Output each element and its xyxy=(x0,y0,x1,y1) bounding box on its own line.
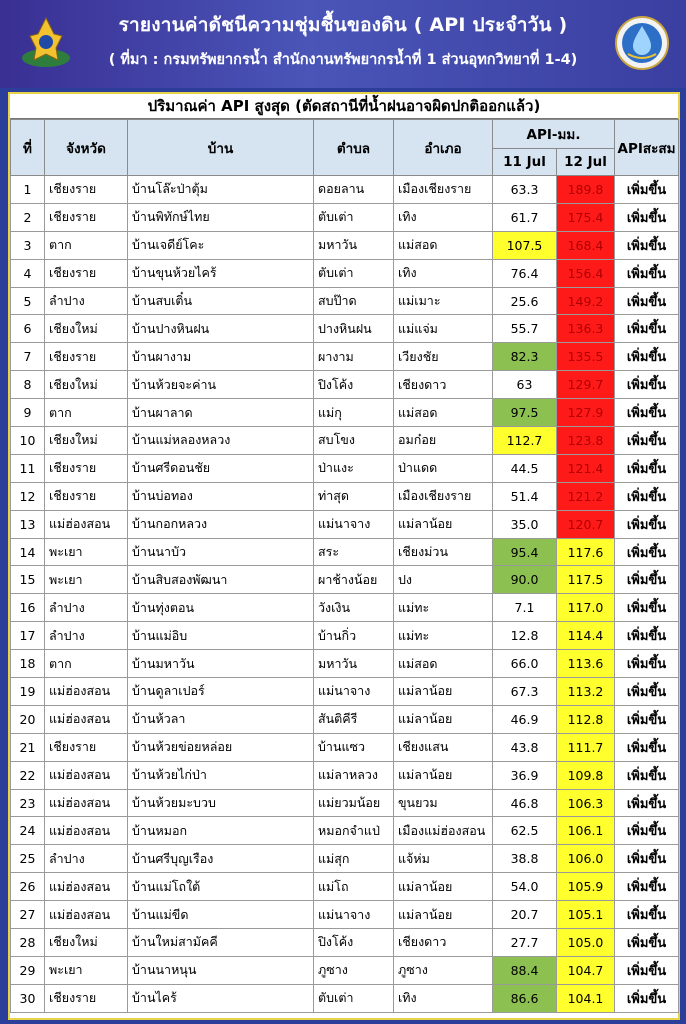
province-cell: ตาก xyxy=(45,650,128,678)
api-accumulated-cell: เพิ่มขึ้น xyxy=(615,929,679,957)
village-cell: บ้านสิบสองพัฒนา xyxy=(128,566,314,594)
province-cell: พะเยา xyxy=(45,956,128,984)
province-cell: เชียงราย xyxy=(45,203,128,231)
village-cell: บ้านขุนห้วยไคร้ xyxy=(128,259,314,287)
api-11-jul-cell: 35.0 xyxy=(493,510,557,538)
api-11-jul-cell: 62.5 xyxy=(493,817,557,845)
row-number: 30 xyxy=(11,984,45,1012)
district-cell: เทิง xyxy=(394,203,493,231)
api-11-jul-cell: 82.3 xyxy=(493,343,557,371)
api-11-jul-cell: 88.4 xyxy=(493,956,557,984)
subdistrict-cell: แม่โถ xyxy=(314,873,394,901)
api-12-jul-cell: 109.8 xyxy=(557,761,615,789)
api-11-jul-cell: 20.7 xyxy=(493,901,557,929)
subdistrict-cell: แม่นาจาง xyxy=(314,678,394,706)
subdistrict-cell: ตับเต่า xyxy=(314,259,394,287)
row-number: 10 xyxy=(11,427,45,455)
row-number: 26 xyxy=(11,873,45,901)
api-11-jul-cell: 97.5 xyxy=(493,399,557,427)
api-12-jul-cell: 111.7 xyxy=(557,733,615,761)
village-cell: บ้านห้วยจะค่าน xyxy=(128,371,314,399)
row-number: 18 xyxy=(11,650,45,678)
district-cell: แม่สอด xyxy=(394,399,493,427)
table-row xyxy=(11,399,679,427)
row-number: 23 xyxy=(11,789,45,817)
subdistrict-cell: แม่นาจาง xyxy=(314,510,394,538)
subdistrict-cell: แม่นาจาง xyxy=(314,901,394,929)
row-number: 24 xyxy=(11,817,45,845)
village-cell: บ้านแม่อิบ xyxy=(128,622,314,650)
province-cell: พะเยา xyxy=(45,566,128,594)
api-accumulated-cell: เพิ่มขึ้น xyxy=(615,454,679,482)
province-cell: เชียงราย xyxy=(45,482,128,510)
table-row xyxy=(11,315,679,343)
district-cell: อมก๋อย xyxy=(394,427,493,455)
village-cell: บ้านห้วยไก่ป่า xyxy=(128,761,314,789)
district-cell: เทิง xyxy=(394,984,493,1012)
province-cell: เชียงใหม่ xyxy=(45,371,128,399)
subdistrict-cell: บ้านกิ่ว xyxy=(314,622,394,650)
table-row xyxy=(11,929,679,957)
table-row xyxy=(11,510,679,538)
subdistrict-cell: หมอกจำแป่ xyxy=(314,817,394,845)
api-accumulated-cell: เพิ่มขึ้น xyxy=(615,956,679,984)
province-cell: ลำปาง xyxy=(45,594,128,622)
district-cell: แม่เมาะ xyxy=(394,287,493,315)
table-row xyxy=(11,287,679,315)
district-cell: ป่าแดด xyxy=(394,454,493,482)
api-12-jul-cell: 105.1 xyxy=(557,901,615,929)
subdistrict-cell: ท่าสุด xyxy=(314,482,394,510)
api-accumulated-cell: เพิ่มขึ้น xyxy=(615,203,679,231)
district-cell: เวียงชัย xyxy=(394,343,493,371)
row-number: 17 xyxy=(11,622,45,650)
api-accumulated-cell: เพิ่มขึ้น xyxy=(615,733,679,761)
api-11-jul-cell: 95.4 xyxy=(493,538,557,566)
api-accumulated-cell: เพิ่มขึ้น xyxy=(615,789,679,817)
water-department-logo-icon xyxy=(614,14,670,72)
api-11-jul-cell: 46.8 xyxy=(493,789,557,817)
api-11-jul-cell: 63.3 xyxy=(493,176,557,204)
api-accumulated-cell: เพิ่มขึ้น xyxy=(615,622,679,650)
province-cell: เชียงราย xyxy=(45,259,128,287)
subdistrict-cell: มหาวัน xyxy=(314,650,394,678)
district-cell: แม่ลาน้อย xyxy=(394,901,493,929)
table-row xyxy=(11,956,679,984)
row-number: 5 xyxy=(11,287,45,315)
api-accumulated-cell: เพิ่มขึ้น xyxy=(615,482,679,510)
report-header xyxy=(0,0,686,88)
api-11-jul-cell: 61.7 xyxy=(493,203,557,231)
api-accumulated-cell: เพิ่มขึ้น xyxy=(615,678,679,706)
row-number: 11 xyxy=(11,454,45,482)
province-cell: พะเยา xyxy=(45,538,128,566)
village-cell: บ้านพิทักษ์ไทย xyxy=(128,203,314,231)
header-accumulated: APIสะสม xyxy=(615,120,679,176)
province-cell: แม่ฮ่องสอน xyxy=(45,678,128,706)
report-subtitle: ( ที่มา : กรมทรัพยากรน้ำ สำนักงานทรัพยากรน้ำที่ 1 ส่วนอุทกวิทยาที่ 1-4) xyxy=(108,52,578,68)
table-row xyxy=(11,566,679,594)
subdistrict-cell: แม่กุ xyxy=(314,399,394,427)
table-row xyxy=(11,343,679,371)
api-table xyxy=(10,119,679,1013)
province-cell: เชียงราย xyxy=(45,984,128,1012)
district-cell: แม่สอด xyxy=(394,231,493,259)
subdistrict-cell: ผางาม xyxy=(314,343,394,371)
province-cell: ลำปาง xyxy=(45,622,128,650)
api-accumulated-cell: เพิ่มขึ้น xyxy=(615,231,679,259)
village-cell: บ้านมหาวัน xyxy=(128,650,314,678)
header-day2: 12 Jul xyxy=(557,149,615,176)
table-row xyxy=(11,482,679,510)
table-row xyxy=(11,984,679,1012)
api-12-jul-cell: 105.9 xyxy=(557,873,615,901)
api-11-jul-cell: 38.8 xyxy=(493,845,557,873)
api-12-jul-cell: 117.0 xyxy=(557,594,615,622)
api-accumulated-cell: เพิ่มขึ้น xyxy=(615,538,679,566)
api-11-jul-cell: 46.9 xyxy=(493,705,557,733)
report-sheet xyxy=(8,92,680,1020)
subdistrict-cell: บ้านแซว xyxy=(314,733,394,761)
header-province: จังหวัด xyxy=(45,120,128,176)
province-cell: ตาก xyxy=(45,231,128,259)
subdistrict-cell: สระ xyxy=(314,538,394,566)
district-cell: เทิง xyxy=(394,259,493,287)
api-12-jul-cell: 121.2 xyxy=(557,482,615,510)
row-number: 12 xyxy=(11,482,45,510)
district-cell: แม่ลาน้อย xyxy=(394,705,493,733)
row-number: 3 xyxy=(11,231,45,259)
village-cell: บ้านแม่โถใต้ xyxy=(128,873,314,901)
subdistrict-cell: มหาวัน xyxy=(314,231,394,259)
api-12-jul-cell: 189.8 xyxy=(557,176,615,204)
province-cell: เชียงราย xyxy=(45,733,128,761)
api-12-jul-cell: 104.7 xyxy=(557,956,615,984)
header-no: ที่ xyxy=(11,120,45,176)
api-11-jul-cell: 86.6 xyxy=(493,984,557,1012)
api-12-jul-cell: 106.3 xyxy=(557,789,615,817)
subdistrict-cell: สันติคีรี xyxy=(314,705,394,733)
api-11-jul-cell: 51.4 xyxy=(493,482,557,510)
api-accumulated-cell: เพิ่มขึ้น xyxy=(615,371,679,399)
api-accumulated-cell: เพิ่มขึ้น xyxy=(615,845,679,873)
api-12-jul-cell: 106.0 xyxy=(557,845,615,873)
api-accumulated-cell: เพิ่มขึ้น xyxy=(615,984,679,1012)
subdistrict-cell: สบโขง xyxy=(314,427,394,455)
subdistrict-cell: ตับเต่า xyxy=(314,203,394,231)
table-row xyxy=(11,817,679,845)
api-11-jul-cell: 12.8 xyxy=(493,622,557,650)
table-row xyxy=(11,176,679,204)
row-number: 25 xyxy=(11,845,45,873)
table-row xyxy=(11,622,679,650)
village-cell: บ้านไคร้ xyxy=(128,984,314,1012)
subdistrict-cell: ปางหินฝน xyxy=(314,315,394,343)
village-cell: บ้านแม่หลองหลวง xyxy=(128,427,314,455)
api-11-jul-cell: 63 xyxy=(493,371,557,399)
district-cell: ปง xyxy=(394,566,493,594)
table-row xyxy=(11,231,679,259)
api-12-jul-cell: 106.1 xyxy=(557,817,615,845)
village-cell: บ้านผางาม xyxy=(128,343,314,371)
row-number: 7 xyxy=(11,343,45,371)
village-cell: บ้านใหม่สามัคคี xyxy=(128,929,314,957)
api-12-jul-cell: 156.4 xyxy=(557,259,615,287)
api-12-jul-cell: 123.8 xyxy=(557,427,615,455)
district-cell: เชียงดาว xyxy=(394,371,493,399)
district-cell: แม่ลาน้อย xyxy=(394,510,493,538)
row-number: 27 xyxy=(11,901,45,929)
district-cell: เมืองเชียงราย xyxy=(394,482,493,510)
row-number: 8 xyxy=(11,371,45,399)
api-12-jul-cell: 105.0 xyxy=(557,929,615,957)
province-cell: แม่ฮ่องสอน xyxy=(45,761,128,789)
row-number: 15 xyxy=(11,566,45,594)
village-cell: บ้านเจดีย์โคะ xyxy=(128,231,314,259)
api-accumulated-cell: เพิ่มขึ้น xyxy=(615,343,679,371)
header-subdistrict: ตำบล xyxy=(314,120,394,176)
district-cell: แม่ทะ xyxy=(394,622,493,650)
api-12-jul-cell: 113.6 xyxy=(557,650,615,678)
table-row xyxy=(11,454,679,482)
table-row xyxy=(11,594,679,622)
province-cell: เชียงราย xyxy=(45,176,128,204)
village-cell: บ้านนาหนุน xyxy=(128,956,314,984)
api-accumulated-cell: เพิ่มขึ้น xyxy=(615,287,679,315)
district-cell: แม่แจ่ม xyxy=(394,315,493,343)
province-cell: ลำปาง xyxy=(45,845,128,873)
province-cell: แม่ฮ่องสอน xyxy=(45,510,128,538)
api-12-jul-cell: 135.5 xyxy=(557,343,615,371)
api-11-jul-cell: 44.5 xyxy=(493,454,557,482)
village-cell: บ้านกอกหลวง xyxy=(128,510,314,538)
api-11-jul-cell: 66.0 xyxy=(493,650,557,678)
village-cell: บ้านโล๊ะป่าตุ้ม xyxy=(128,176,314,204)
api-11-jul-cell: 54.0 xyxy=(493,873,557,901)
table-row xyxy=(11,873,679,901)
district-cell: ภูซาง xyxy=(394,956,493,984)
subdistrict-cell: ตับเต่า xyxy=(314,984,394,1012)
row-number: 29 xyxy=(11,956,45,984)
district-cell: แจ้ห่ม xyxy=(394,845,493,873)
table-row xyxy=(11,259,679,287)
api-accumulated-cell: เพิ่มขึ้น xyxy=(615,315,679,343)
village-cell: บ้านผาลาด xyxy=(128,399,314,427)
header-district: อำเภอ xyxy=(394,120,493,176)
api-accumulated-cell: เพิ่มขึ้น xyxy=(615,873,679,901)
header-day1: 11 Jul xyxy=(493,149,557,176)
province-cell: เชียงราย xyxy=(45,454,128,482)
api-11-jul-cell: 36.9 xyxy=(493,761,557,789)
subdistrict-cell: ผาช้างน้อย xyxy=(314,566,394,594)
subdistrict-cell: วังเงิน xyxy=(314,594,394,622)
api-11-jul-cell: 7.1 xyxy=(493,594,557,622)
village-cell: บ้านศรีดอนชัย xyxy=(128,454,314,482)
village-cell: บ้านหมอก xyxy=(128,817,314,845)
header-village: บ้าน xyxy=(128,120,314,176)
row-number: 1 xyxy=(11,176,45,204)
row-number: 9 xyxy=(11,399,45,427)
api-12-jul-cell: 114.4 xyxy=(557,622,615,650)
district-cell: แม่ลาน้อย xyxy=(394,761,493,789)
row-number: 14 xyxy=(11,538,45,566)
api-11-jul-cell: 112.7 xyxy=(493,427,557,455)
subdistrict-cell: แม่ลาหลวง xyxy=(314,761,394,789)
api-11-jul-cell: 67.3 xyxy=(493,678,557,706)
province-cell: แม่ฮ่องสอน xyxy=(45,789,128,817)
province-cell: เชียงใหม่ xyxy=(45,315,128,343)
row-number: 13 xyxy=(11,510,45,538)
table-caption: ปริมาณค่า API สูงสุด (ตัดสถานีที่น้ำฝนอาจผิดปกติออกแล้ว) xyxy=(10,94,678,119)
district-cell: แม่ลาน้อย xyxy=(394,678,493,706)
table-row xyxy=(11,901,679,929)
api-accumulated-cell: เพิ่มขึ้น xyxy=(615,510,679,538)
row-number: 19 xyxy=(11,678,45,706)
api-12-jul-cell: 129.7 xyxy=(557,371,615,399)
table-row xyxy=(11,678,679,706)
subdistrict-cell: แม่ยวมน้อย xyxy=(314,789,394,817)
api-12-jul-cell: 136.3 xyxy=(557,315,615,343)
province-cell: แม่ฮ่องสอน xyxy=(45,705,128,733)
api-12-jul-cell: 149.2 xyxy=(557,287,615,315)
province-cell: เชียงราย xyxy=(45,343,128,371)
village-cell: บ้านห้วยมะบวบ xyxy=(128,789,314,817)
api-accumulated-cell: เพิ่มขึ้น xyxy=(615,650,679,678)
province-cell: ตาก xyxy=(45,399,128,427)
api-12-jul-cell: 175.4 xyxy=(557,203,615,231)
api-12-jul-cell: 112.8 xyxy=(557,705,615,733)
table-row xyxy=(11,538,679,566)
row-number: 28 xyxy=(11,929,45,957)
api-accumulated-cell: เพิ่มขึ้น xyxy=(615,176,679,204)
province-cell: แม่ฮ่องสอน xyxy=(45,873,128,901)
api-12-jul-cell: 117.6 xyxy=(557,538,615,566)
api-accumulated-cell: เพิ่มขึ้น xyxy=(615,566,679,594)
subdistrict-cell: ภูซาง xyxy=(314,956,394,984)
header-api-group: API-มม. xyxy=(493,120,615,149)
district-cell: ขุนยวม xyxy=(394,789,493,817)
report-title: รายงานค่าดัชนีความชุ่มชื้นของดิน ( API ประจำวัน ) xyxy=(118,14,568,36)
village-cell: บ้านห้วลา xyxy=(128,705,314,733)
api-11-jul-cell: 55.7 xyxy=(493,315,557,343)
row-number: 2 xyxy=(11,203,45,231)
table-row xyxy=(11,845,679,873)
district-cell: แม่ทะ xyxy=(394,594,493,622)
village-cell: บ้านสบเติ๋น xyxy=(128,287,314,315)
district-cell: เมืองแม่ฮ่องสอน xyxy=(394,817,493,845)
district-cell: เมืองเชียงราย xyxy=(394,176,493,204)
api-12-jul-cell: 127.9 xyxy=(557,399,615,427)
table-row xyxy=(11,427,679,455)
api-11-jul-cell: 43.8 xyxy=(493,733,557,761)
village-cell: บ้านบ่อทอง xyxy=(128,482,314,510)
api-accumulated-cell: เพิ่มขึ้น xyxy=(615,901,679,929)
api-11-jul-cell: 27.7 xyxy=(493,929,557,957)
api-12-jul-cell: 117.5 xyxy=(557,566,615,594)
row-number: 21 xyxy=(11,733,45,761)
table-row xyxy=(11,705,679,733)
district-cell: เชียงแสน xyxy=(394,733,493,761)
table-row xyxy=(11,733,679,761)
district-cell: แม่สอด xyxy=(394,650,493,678)
table-row xyxy=(11,371,679,399)
subdistrict-cell: ดอยลาน xyxy=(314,176,394,204)
subdistrict-cell: ปิงโค้ง xyxy=(314,929,394,957)
api-11-jul-cell: 25.6 xyxy=(493,287,557,315)
api-accumulated-cell: เพิ่มขึ้น xyxy=(615,817,679,845)
table-row xyxy=(11,789,679,817)
subdistrict-cell: ป่าแงะ xyxy=(314,454,394,482)
api-11-jul-cell: 107.5 xyxy=(493,231,557,259)
subdistrict-cell: แม่สุก xyxy=(314,845,394,873)
api-accumulated-cell: เพิ่มขึ้น xyxy=(615,705,679,733)
api-accumulated-cell: เพิ่มขึ้น xyxy=(615,399,679,427)
village-cell: บ้านศรีบุญเรือง xyxy=(128,845,314,873)
api-accumulated-cell: เพิ่มขึ้น xyxy=(615,594,679,622)
table-row xyxy=(11,203,679,231)
subdistrict-cell: ปิงโค้ง xyxy=(314,371,394,399)
village-cell: บ้านห้วยข่อยหล่อย xyxy=(128,733,314,761)
api-11-jul-cell: 76.4 xyxy=(493,259,557,287)
row-number: 4 xyxy=(11,259,45,287)
province-cell: แม่ฮ่องสอน xyxy=(45,817,128,845)
district-cell: เชียงดาว xyxy=(394,929,493,957)
row-number: 6 xyxy=(11,315,45,343)
row-number: 22 xyxy=(11,761,45,789)
village-cell: บ้านดูลาเปอร์ xyxy=(128,678,314,706)
subdistrict-cell: สบป๊าด xyxy=(314,287,394,315)
api-12-jul-cell: 104.1 xyxy=(557,984,615,1012)
village-cell: บ้านทุ่งตอน xyxy=(128,594,314,622)
api-accumulated-cell: เพิ่มขึ้น xyxy=(615,259,679,287)
api-12-jul-cell: 120.7 xyxy=(557,510,615,538)
api-12-jul-cell: 168.4 xyxy=(557,231,615,259)
province-cell: เชียงใหม่ xyxy=(45,929,128,957)
row-number: 16 xyxy=(11,594,45,622)
api-11-jul-cell: 90.0 xyxy=(493,566,557,594)
row-number: 20 xyxy=(11,705,45,733)
district-cell: เชียงม่วน xyxy=(394,538,493,566)
province-cell: แม่ฮ่องสอน xyxy=(45,901,128,929)
village-cell: บ้านแม่ขีด xyxy=(128,901,314,929)
district-cell: แม่ลาน้อย xyxy=(394,873,493,901)
api-accumulated-cell: เพิ่มขึ้น xyxy=(615,427,679,455)
table-row xyxy=(11,761,679,789)
village-cell: บ้านนาบัว xyxy=(128,538,314,566)
province-cell: ลำปาง xyxy=(45,287,128,315)
village-cell: บ้านปางหินฝน xyxy=(128,315,314,343)
province-cell: เชียงใหม่ xyxy=(45,427,128,455)
table-row xyxy=(11,650,679,678)
api-12-jul-cell: 121.4 xyxy=(557,454,615,482)
api-12-jul-cell: 113.2 xyxy=(557,678,615,706)
api-accumulated-cell: เพิ่มขึ้น xyxy=(615,761,679,789)
